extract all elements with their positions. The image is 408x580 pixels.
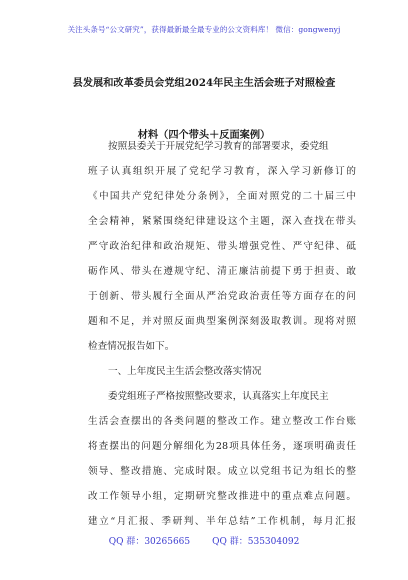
paragraph-line: 按照县委关于开展党纪学习教育的部署要求，委党组: [108, 141, 329, 152]
footer: [0, 534, 408, 547]
paragraph-line: 班子认真组织开展了党纪学习教育，深入学习新修订的: [88, 166, 356, 177]
paragraph-line: 全会精神，紧紧围绕纪律建设这个主题，深入查找在带头: [88, 216, 356, 227]
paragraph-line: 题和不足，并对照反面典型案例深刻汲取教训。现将对照: [88, 316, 356, 327]
qq-group-1: QQ 群：30265665: [108, 537, 191, 547]
paragraph-line: 检查情况报告如下。: [88, 341, 175, 352]
qq-group-2: QQ 群：535304092: [212, 537, 300, 547]
document-title-line-2: 材料（四个带头＋反面案例）: [137, 129, 271, 141]
document-title-line-1: 县发展和改革委员会党组2024年民主生活会班子对照检查: [72, 77, 336, 89]
paragraph-line: 于创新、带头履行全面从严治党政治责任等方面存在的问: [88, 291, 356, 302]
paragraph-line: 领导、整改措施、完成时限。成立以党组书记为组长的整: [88, 466, 356, 477]
paragraph-line: 《中国共产党纪律处分条例》，全面对照党的二十届三中: [88, 191, 356, 202]
paragraph-line: 委党组班子严格按照整改要求，认真落实上年度民主: [108, 391, 329, 402]
paragraph-line: 建立“月汇报、季研判、半年总结”工作机制，每月汇报: [88, 516, 356, 527]
paragraph-line: 将查摆出的问题分解细化为28项具体任务，逐项明确责任: [88, 441, 356, 452]
paragraph-line: 严守政治纪律和政治规矩、带头增强党性、严守纪律、砥: [88, 241, 356, 252]
paragraph-line: 生活会查摆出的各类问题的整改工作。建立整改工作台账: [88, 416, 356, 427]
section-heading: 一、上年度民主生活会整改落实情况: [108, 366, 262, 377]
paragraph-line: 砺作风、带头在遵规守纪、清正廉洁前提下勇于担责、敢: [88, 266, 356, 277]
top-banner: 关注头条号“公文研究”，获得最新最全最专业的公文资料库！ 微信：gongwenyj: [67, 25, 341, 34]
paragraph-line: 改工作领导小组，定期研究整改推进中的重点难点问题。: [88, 491, 356, 502]
